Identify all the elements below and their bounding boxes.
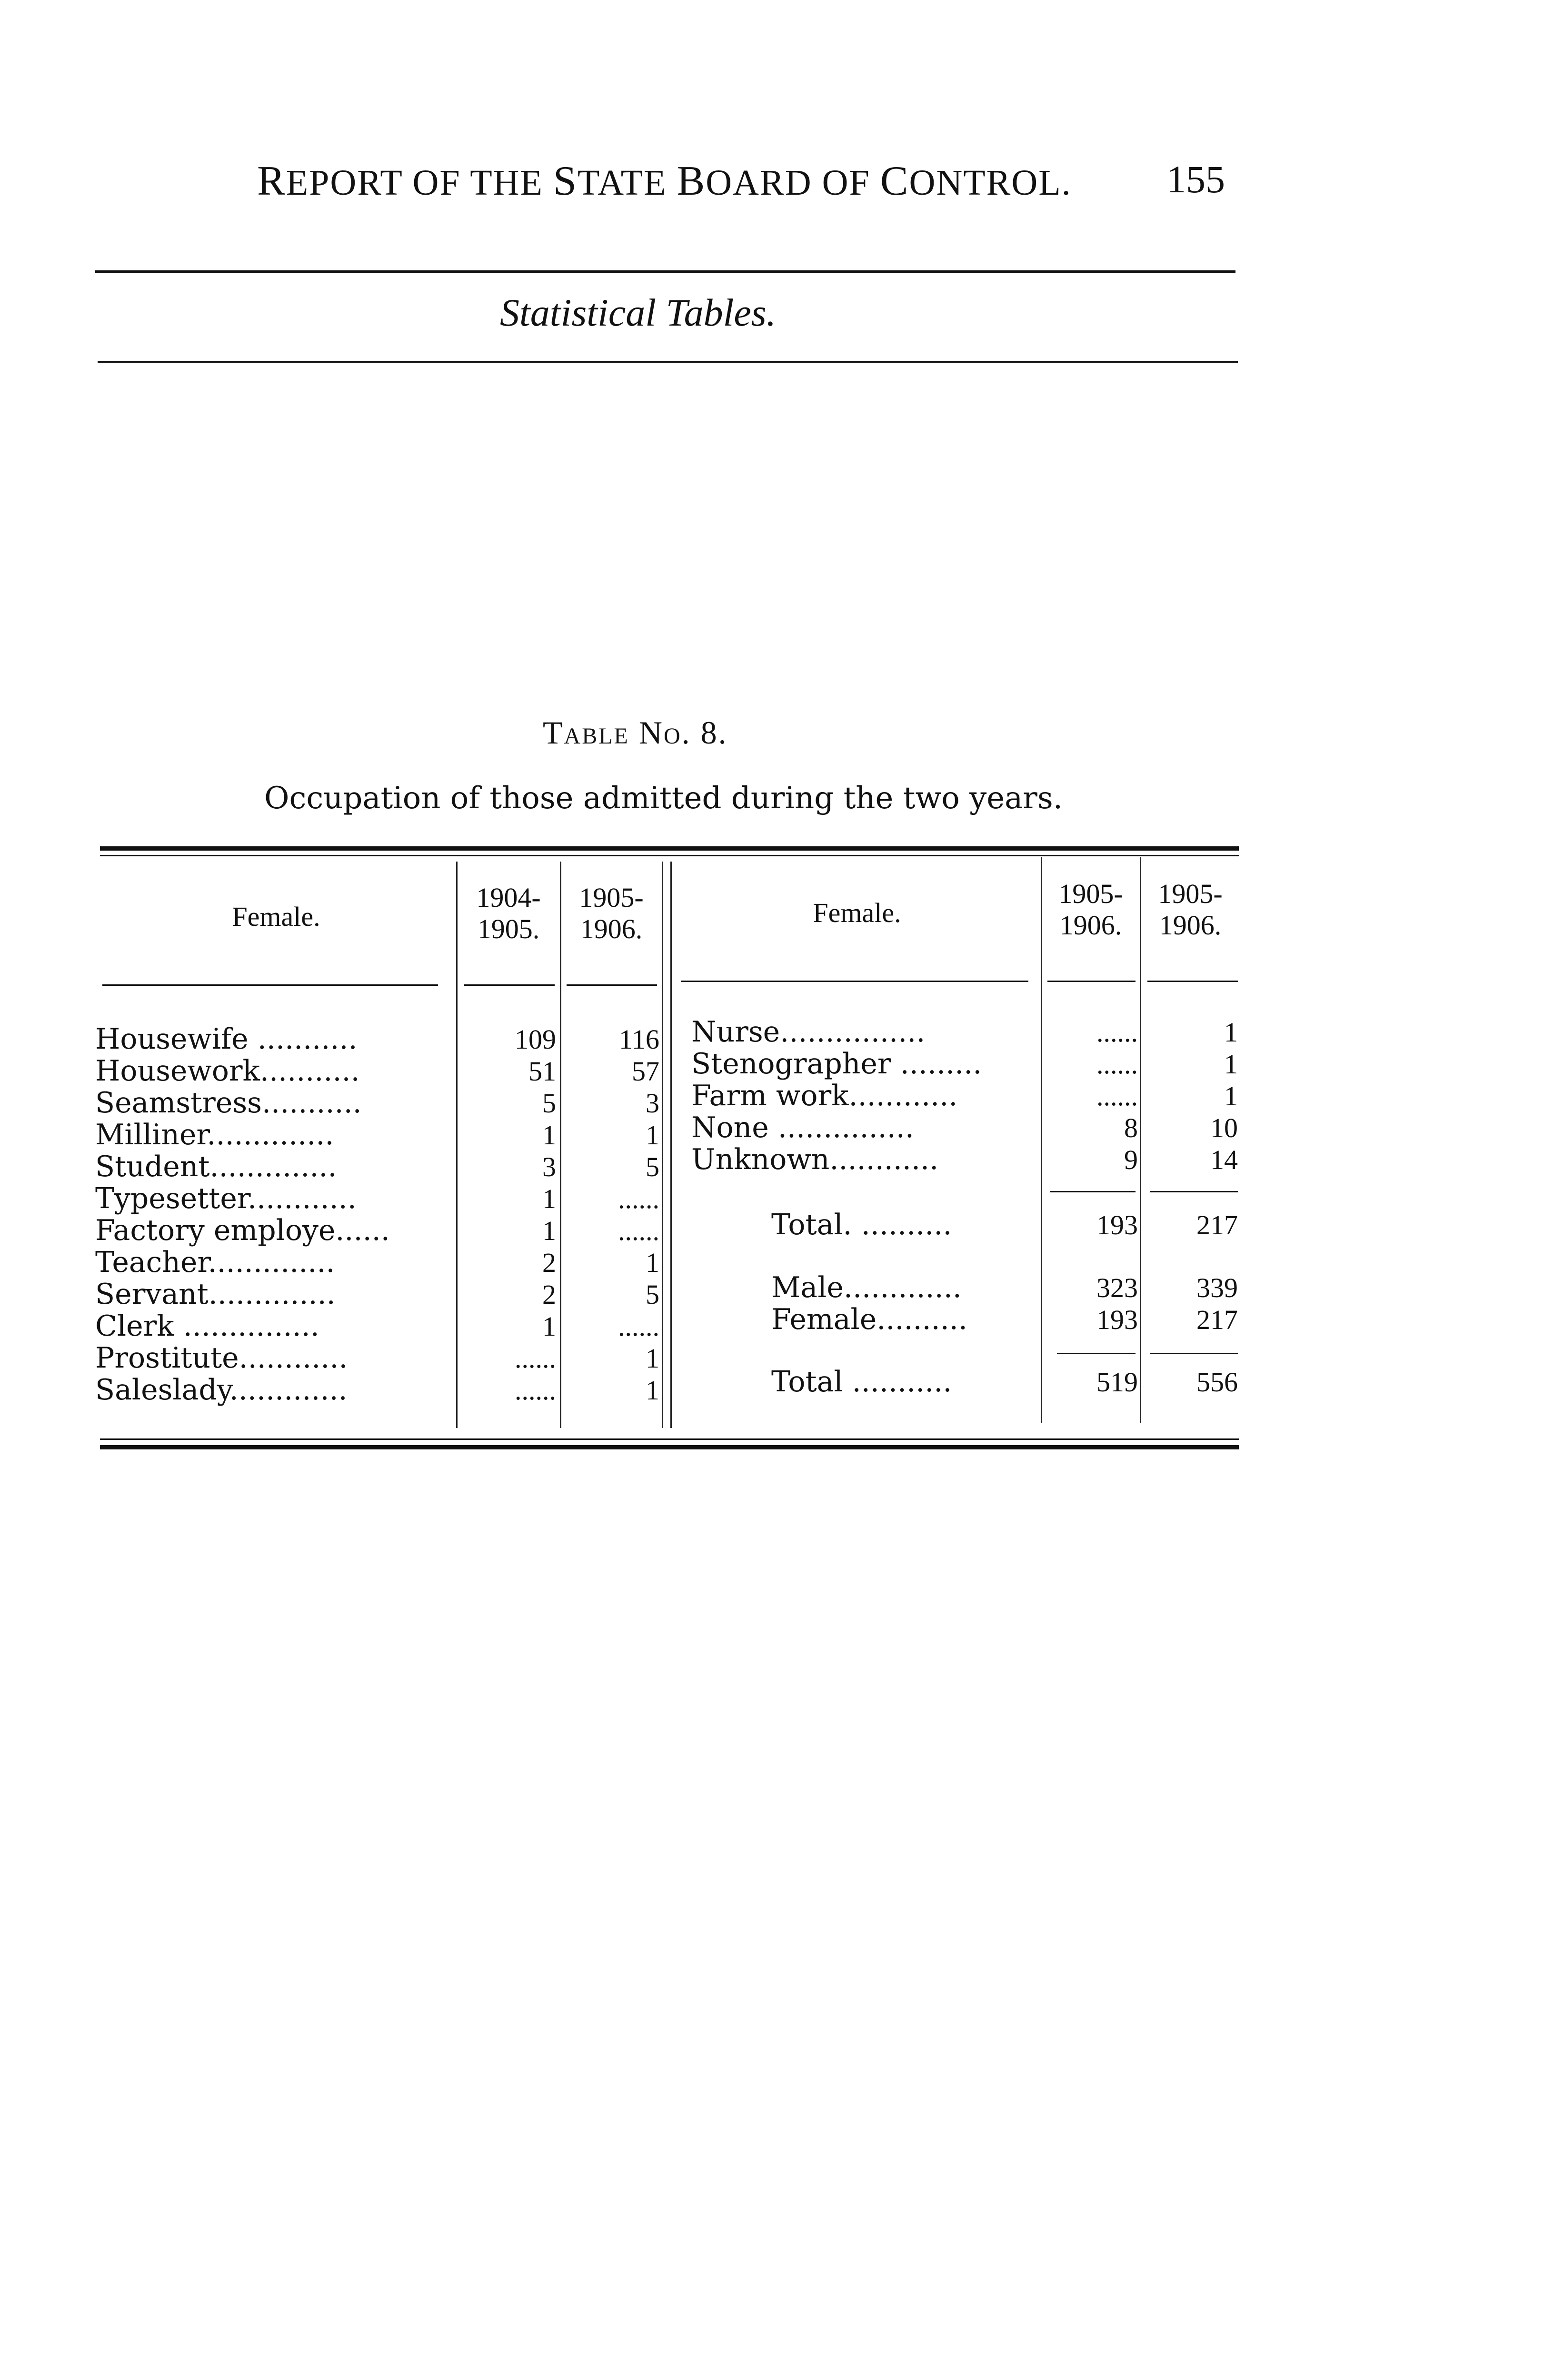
total-label: Total. .......... — [771, 1208, 952, 1241]
row-value-1905: 1 — [646, 1375, 659, 1406]
row-label: Saleslady............. — [95, 1373, 348, 1407]
row-value-1904: 1 — [542, 1120, 556, 1150]
grand-total-value-col2: 556 — [1196, 1367, 1238, 1398]
row-value-1905: ...... — [618, 1311, 659, 1342]
row-label: Housewife ........... — [95, 1022, 358, 1056]
header-part-1: EPORT OF THE — [286, 163, 553, 203]
grand-total-value-col1: 519 — [1096, 1367, 1138, 1398]
row-value-1905: 5 — [646, 1151, 659, 1182]
row-value-col1: ...... — [1096, 1017, 1138, 1048]
row-label: None ............... — [691, 1111, 914, 1144]
table-row — [95, 1183, 667, 1215]
grand-total-label: Total ........... — [771, 1365, 952, 1398]
right-header-label: Female. — [813, 897, 901, 928]
row-value-col2: 1 — [1224, 1081, 1238, 1111]
left-col2-header — [562, 882, 661, 945]
table-row — [95, 1119, 667, 1151]
row-value-1904: 5 — [542, 1088, 556, 1119]
right-col1-header-line1: 1905- — [1058, 878, 1123, 909]
row-value-1905: 1 — [646, 1343, 659, 1374]
left-col2-header-line2: 1906. — [580, 913, 643, 944]
row-label: Factory employe...... — [95, 1214, 390, 1247]
header-part-2: TATE — [577, 163, 677, 203]
row-value-1904: ...... — [515, 1343, 556, 1374]
row-value-col2: 10 — [1210, 1112, 1238, 1143]
row-value-col1: ...... — [1096, 1049, 1138, 1080]
row-label: Typesetter............ — [95, 1182, 357, 1215]
row-value-col2: 14 — [1210, 1144, 1238, 1175]
row-value-1904: 2 — [542, 1279, 556, 1310]
row-label: Clerk ............... — [95, 1309, 319, 1343]
header-initial-c: C — [880, 158, 909, 204]
female-label: Female.......... — [771, 1303, 967, 1336]
male-value-col2: 339 — [1196, 1272, 1238, 1303]
right-col2-header-line1: 1905- — [1158, 878, 1223, 909]
header-rule-bottom — [98, 361, 1238, 363]
row-value-1905: 116 — [619, 1024, 659, 1055]
left-col2-underline — [567, 984, 657, 986]
left-header-label: Female. — [232, 901, 320, 932]
header-initial-b: B — [677, 158, 706, 204]
table-row — [95, 1087, 667, 1119]
table-row — [95, 1342, 667, 1374]
table-row — [95, 1215, 667, 1247]
row-value-1904: ...... — [515, 1375, 556, 1406]
row-label: Unknown............ — [691, 1143, 939, 1176]
row-label: Housework........... — [95, 1054, 360, 1088]
row-value-1904: 1 — [542, 1215, 556, 1246]
row-value-1905: 3 — [646, 1088, 659, 1119]
row-value-1904: 51 — [528, 1056, 556, 1087]
table-rule-bottom-thick — [100, 1445, 1239, 1449]
right-col1-header — [1043, 878, 1139, 941]
row-value-1904: 2 — [542, 1247, 556, 1278]
table-row — [691, 1048, 1239, 1080]
left-col1-header-line1: 1904- — [476, 882, 541, 913]
table-rule-top-thin — [100, 855, 1239, 856]
row-label: Milliner.............. — [95, 1118, 334, 1151]
right-col2-header-line2: 1906. — [1159, 910, 1222, 941]
row-value-col2: 1 — [1224, 1049, 1238, 1080]
row-value-1905: 57 — [632, 1056, 659, 1087]
row-value-col1: 9 — [1124, 1144, 1138, 1175]
row-label: Stenographer ......... — [691, 1047, 982, 1081]
row-label: Student.............. — [95, 1150, 337, 1183]
row-value-1905: ...... — [618, 1215, 659, 1246]
section-title: Statistical Tables. — [500, 291, 777, 334]
female-value-col1: 193 — [1096, 1304, 1138, 1335]
total-value-col2: 217 — [1196, 1210, 1238, 1240]
right-subtotal-rule-2 — [1150, 1191, 1238, 1192]
page-number: 155 — [1166, 158, 1225, 201]
right-total-rule-2 — [1150, 1353, 1238, 1354]
right-subtotal-rule-1 — [1050, 1191, 1136, 1192]
row-value-col1: ...... — [1096, 1081, 1138, 1111]
table-row — [691, 1080, 1239, 1112]
row-value-1904: 109 — [515, 1024, 556, 1055]
total-value-col1: 193 — [1096, 1210, 1138, 1240]
row-value-1904: 3 — [542, 1151, 556, 1182]
male-value-col1: 323 — [1096, 1272, 1138, 1303]
left-col1-header-line2: 1905. — [477, 913, 540, 944]
row-value-col2: 1 — [1224, 1017, 1238, 1048]
table-row — [95, 1151, 667, 1183]
male-label: Male............. — [771, 1271, 962, 1304]
header-initial-s: S — [553, 158, 578, 204]
table-row — [95, 1279, 667, 1310]
row-value-1904: 1 — [542, 1183, 556, 1214]
row-label: Servant.............. — [95, 1278, 336, 1311]
row-value-1905: 1 — [646, 1247, 659, 1278]
right-col1-underline — [1047, 981, 1136, 982]
right-col2-header — [1142, 878, 1239, 941]
row-label: Seamstress........... — [95, 1086, 362, 1120]
table-row — [691, 1016, 1239, 1048]
divider-center-b — [670, 862, 672, 1428]
row-value-1905: ...... — [618, 1183, 659, 1214]
right-col2-underline — [1147, 981, 1238, 982]
left-col2-header-line1: 1905- — [579, 882, 644, 913]
table-rule-top-thick — [100, 846, 1239, 851]
table-row — [95, 1374, 667, 1406]
table-rule-bottom-thin — [100, 1438, 1239, 1440]
right-table-body — [691, 1016, 1239, 1176]
row-value-1905: 1 — [646, 1120, 659, 1150]
left-col1-underline — [464, 984, 555, 986]
row-label: Teacher.............. — [95, 1246, 335, 1279]
female-value-col2: 217 — [1196, 1304, 1238, 1335]
row-value-1905: 5 — [646, 1279, 659, 1310]
right-col1-header-line2: 1906. — [1059, 910, 1122, 941]
row-label: Farm work............ — [691, 1079, 958, 1112]
table-row — [691, 1112, 1239, 1144]
header-rule-top — [95, 270, 1235, 273]
header-part-3: OARD OF — [706, 163, 880, 203]
left-header-underline — [102, 984, 438, 986]
left-table-body — [95, 1023, 667, 1406]
row-label: Nurse................ — [691, 1015, 926, 1049]
table-row — [691, 1144, 1239, 1176]
running-header — [257, 157, 1076, 205]
table-row — [95, 1247, 667, 1279]
header-initial-r: R — [257, 158, 286, 204]
row-value-1904: 1 — [542, 1311, 556, 1342]
left-col1-header — [458, 882, 559, 945]
table-row — [95, 1055, 667, 1087]
right-total-rule-1 — [1057, 1353, 1136, 1354]
row-value-col1: 8 — [1124, 1112, 1138, 1143]
header-part-4: ONTROL. — [909, 163, 1072, 203]
row-label: Prostitute............ — [95, 1341, 348, 1375]
table-row — [95, 1310, 667, 1342]
table-number: Table No. 8. — [543, 714, 728, 751]
table-caption: Occupation of those admitted during the two years. — [264, 781, 1063, 816]
table-row — [95, 1023, 667, 1055]
right-header-underline — [681, 981, 1028, 982]
